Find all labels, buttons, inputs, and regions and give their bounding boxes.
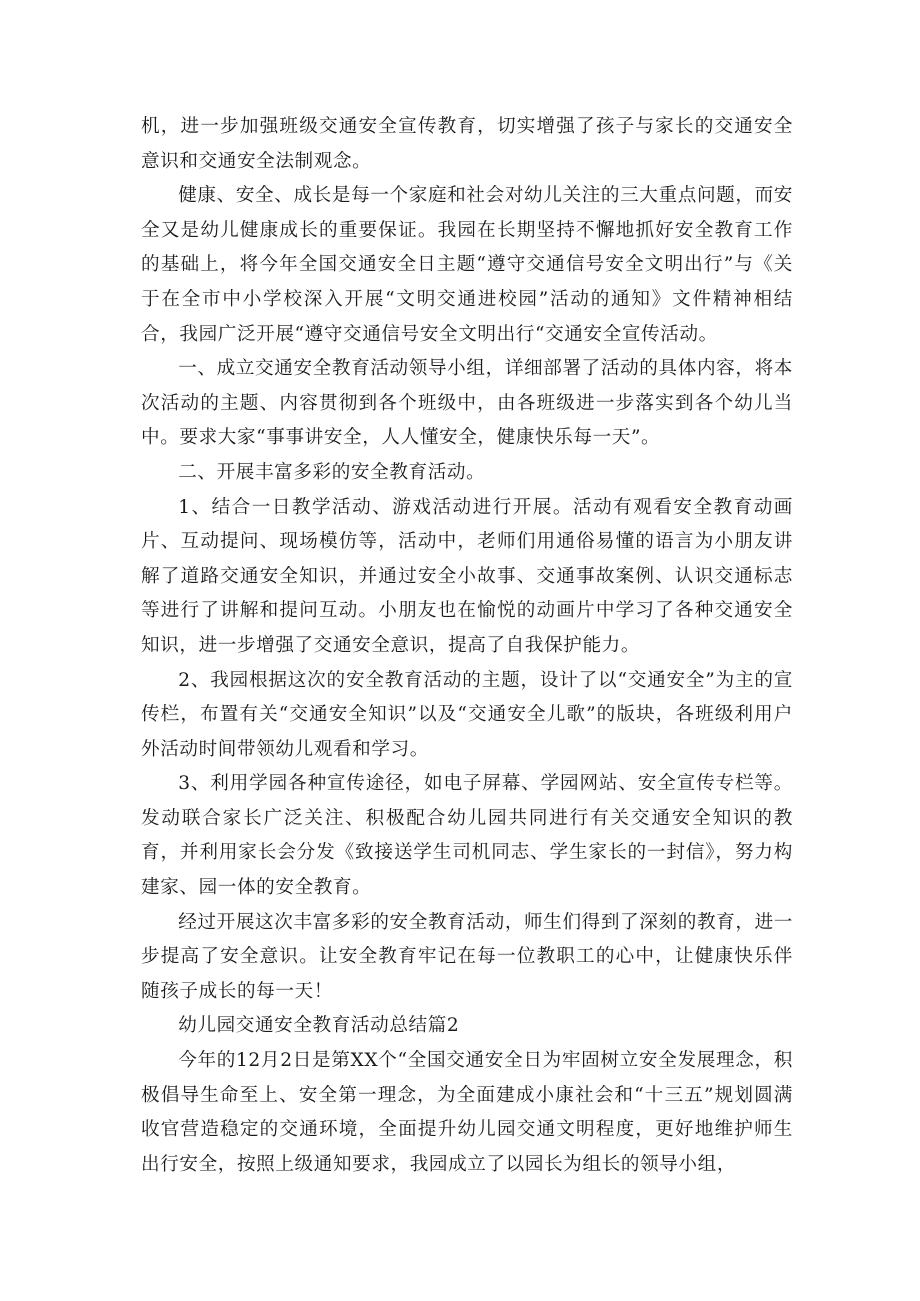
paragraph-conclusion: 经过开展这次丰富多彩的安全教育活动，师生们得到了深刻的教育，进一步提高了安全意识。让安全教育牢记在每一位教职工的心中，让健康快乐伴随孩子成长的每一天！	[141, 911, 793, 1002]
paragraph-article-2-intro: 今年的12月2日是第XX个“全国交通安全日为牢固树立安全发展理念，积极倡导生命至上、安全第一理念，为全面建成小康社会和“十三五”规划圆满收官营造稳定的交通环境，全面提升幼儿园交通文明程度，更好地维护师生出行安全，按照上级通知要求，我园成立了以园长为组长的领导小组，	[141, 1050, 793, 1175]
paragraph-item-2: 2、我园根据这次的安全教育活动的主题，设计了以“交通安全”为主的宣传栏，布置有关“交通安全知识”以及“交通安全儿歌”的版块，各班级利用户外活动时间带领幼儿观看和学习。	[141, 669, 793, 760]
paragraph-intro: 健康、安全、成长是每一个家庭和社会对幼儿关注的三大重点问题，而安全又是幼儿健康成长的重要保证。我园在长期坚持不懈地抓好安全教育工作的基础上，将今年全国交通安全日主题“遵守交通信号安全文明出行”与《关于在全市中小学校深入开展“文明交通进校园”活动的通知》文件精神相结合，我园广泛开展“遵守交通信号安全文明出行“交通安全宣传活动。	[141, 185, 793, 345]
paragraph-item-3: 3、利用学园各种宣传途径，如电子屏幕、学园网站、安全宣传专栏等。发动联合家长广泛关注、积极配合幼儿园共同进行有关交通安全知识的教育，并利用家长会分发《致接送学生司机同志、学生家长的一封信》，努力构建家、园一体的安全教育。	[141, 773, 793, 899]
paragraph-section-one: 一、成立交通安全教育活动领导小组，详细部署了活动的具体内容，将本次活动的主题、内容贯彻到各个班级中，由各班级进一步落实到各个幼儿当中。要求大家“事事讲安全，人人懂安全，健康快乐每一天”。	[141, 358, 793, 449]
document-body	[141, 110, 793, 1182]
paragraph-continuation: 机，进一步加强班级交通安全宣传教育，切实增强了孩子与家长的交通安全意识和交通安全法制观念。	[141, 116, 793, 172]
paragraph-section-two: 二、开展丰富多彩的安全教育活动。	[178, 461, 486, 483]
paragraph-item-1: 1、结合一日教学活动、游戏活动进行开展。活动有观看安全教育动画片、互动提问、现场模仿等，活动中，老师们用通俗易懂的语言为小朋友讲解了道路交通安全知识，并通过安全小故事、交通事故案例、认识交通标志等进行了讲解和提问互动。小朋友也在愉悦的动画片中学习了各种交通安全知识，进一步增强了交通安全意识，提高了自我保护能力。	[141, 496, 793, 656]
article-heading-2: 幼儿园交通安全教育活动总结篇2	[178, 1015, 460, 1037]
